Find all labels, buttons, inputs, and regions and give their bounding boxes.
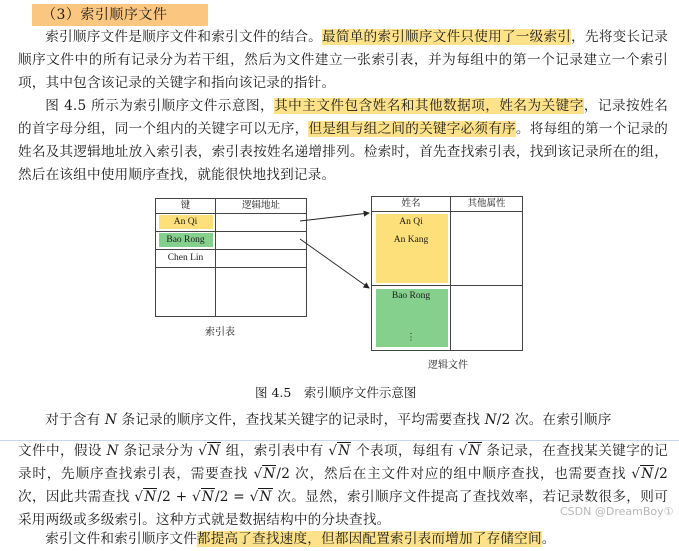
sqrt-n-2-var: N <box>338 443 351 459</box>
logical-row-3-name: Bao Rong <box>391 291 431 301</box>
p3-var-n-2: N <box>484 412 497 428</box>
sqrt-n-3-var: N <box>468 443 481 459</box>
p3-text-c: /2 次。在索引顺序 <box>496 412 612 428</box>
p3-text-a: 对于含有 <box>45 412 105 428</box>
p1-text-c: ，先将变长记录顺序文件中的所有记录分为若干组，然后为文件建立一张索引表，并为每组中的第一个记录建立一个索引项，其中包含该记录的关键字和指向该记录的指针。 <box>18 29 668 91</box>
index-row-3-key: Chen Lin <box>167 253 204 263</box>
p2-highlight-1: 其中主文件包含姓名和其他数据项，姓名为关键字 <box>274 98 584 114</box>
p3-var-n: N <box>104 412 117 428</box>
p2-text-a: 图 4.5 所示为索引顺序文件示意图， <box>45 98 275 114</box>
paragraph-5 <box>18 528 668 551</box>
p4-text-9: /2 = <box>214 489 250 505</box>
figure-caption: 图 4.5 索引顺序文件示意图 <box>255 385 417 400</box>
sqrt-n-5: √N <box>631 466 654 482</box>
sqrt-n-8: √N <box>249 489 272 505</box>
logical-header-other: 其他属性 <box>467 199 506 209</box>
p3-text-b: 条记录的顺序文件，查找某关键字的记录时，平均需要查找 <box>117 412 485 428</box>
section-title: （3）索引顺序文件 <box>32 4 208 26</box>
logical-file-caption: 逻辑文件 <box>428 360 468 371</box>
sqrt-n-5-var: N <box>641 466 654 482</box>
paragraph-1 <box>18 26 668 95</box>
paragraph-3 <box>18 409 668 432</box>
sqrt-n-6-var: N <box>144 489 157 505</box>
sqrt-n-1-var: N <box>207 443 221 459</box>
p1-text-a: 索引顺序文件是顺序文件和索引文件的结合。 <box>45 29 323 45</box>
sqrt-n-3: √N <box>458 443 481 459</box>
sqrt-n-1: √N <box>198 443 221 459</box>
sqrt-n-6: √N <box>134 489 157 505</box>
p4-text-4: 个表项，每组有 <box>351 443 459 459</box>
index-table <box>155 198 307 317</box>
logical-row-1-name: An Qi <box>399 217 423 227</box>
index-header-address: 逻辑地址 <box>241 201 280 211</box>
p4-text-10: 次。显然，索引顺序文件提高了查找效率，若记录数很多，则可采用两级或多级索引。这种方式就是数据结构中的分块查找。 <box>18 489 669 528</box>
sqrt-n-8-var: N <box>259 489 272 505</box>
arrow-to-an-qi <box>300 213 369 221</box>
p5-text-a: 索引文件和索引顺序文件 <box>45 531 197 547</box>
p2-text-c: ，记录按姓名的首字母分组，同一个组内的关键字可以无序， <box>18 98 669 137</box>
p4-text-8: /2 + <box>157 489 192 505</box>
logical-file-table <box>371 196 523 351</box>
sqrt-n-4: √N <box>253 466 276 482</box>
p4-text-5: 条记录，在查找某关键字的记录时，先顺序查找索引表，需要查找 <box>18 443 668 482</box>
csdn-watermark: CSDN @DreamBoy① <box>560 505 674 518</box>
p4-text-7: /2 次，因此共需查找 <box>18 466 668 505</box>
p2-text-e: 。将每组的第一个记录的姓名及其逻辑地址放入索引表，索引表按姓名递增排列。检索时，首先查找索引表，找到该记录所在的组，然后在该组中使用顺序查找，就能很快地找到记录。 <box>18 121 669 183</box>
logical-row-2-name: An Kang <box>393 235 429 245</box>
sqrt-n-7-var: N <box>201 489 214 505</box>
index-row-2-key: Bao Rong <box>166 235 205 245</box>
p1-highlight: 最简单的索引顺序文件只使用了一级索引 <box>322 29 572 45</box>
sqrt-n-7: √N <box>191 489 214 505</box>
paragraph-4 <box>18 440 668 532</box>
p2-highlight-2: 但是组与组之间的关键字必须有序 <box>308 121 516 137</box>
p5-highlight: 都提高了查找速度，但都因配置索引表而增加了存储空间 <box>196 531 542 547</box>
sqrt-n-4-var: N <box>263 466 276 482</box>
sqrt-n-2: √N <box>328 443 351 459</box>
index-row-1-key: An Qi <box>173 217 198 227</box>
p4-text-3: 组，索引表中有 <box>221 443 329 459</box>
logical-header-name: 姓名 <box>401 199 421 209</box>
index-table-caption: 索引表 <box>205 327 235 338</box>
p4-text-6: /2 次，然后在主文件对应的组中顺序查找，也需要查找 <box>276 466 632 482</box>
p5-text-c: 。 <box>541 531 556 547</box>
index-header-key: 键 <box>180 201 191 211</box>
paragraph-2 <box>18 95 668 187</box>
arrow-to-bao-rong <box>300 239 369 288</box>
p4-text-1: 文件中，假设 <box>18 443 107 459</box>
p4-var-n: N <box>106 443 119 459</box>
logical-ellipsis: ⋮ <box>406 333 416 343</box>
p4-text-2: 条记录分为 <box>118 443 199 459</box>
